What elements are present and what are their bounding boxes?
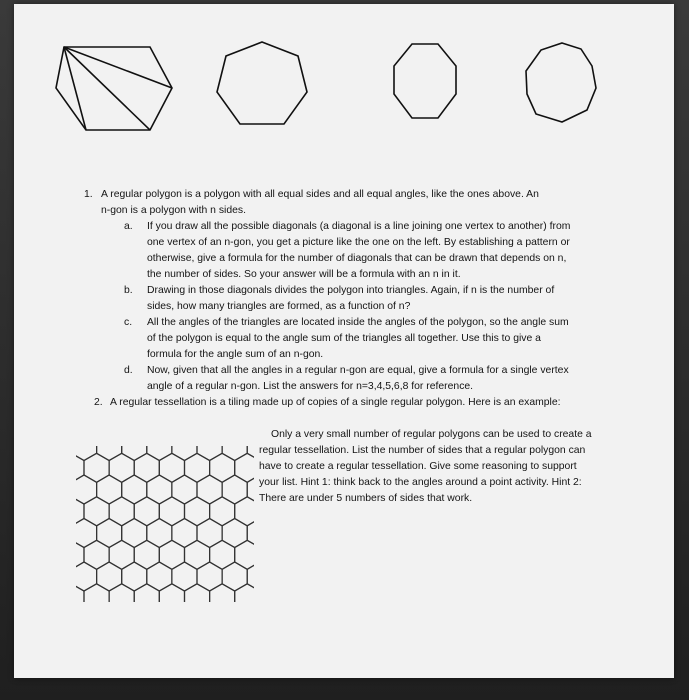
tessellation-hexagon: [185, 540, 210, 569]
hexagon-tessellation: [76, 438, 256, 608]
tessellation-hexagon: [109, 497, 134, 526]
tessellation-hexagon: [109, 540, 134, 569]
question-1-line-2: n-gon is a polygon with n sides.: [101, 205, 246, 216]
question-1-line-1: A regular polygon is a polygon with all equal sides and all equal angles, like the ones above. An: [101, 189, 539, 200]
tessellation-hexagon: [134, 453, 159, 482]
part-c-line: All the angles of the triangles are located inside the angles of the polygon, so the angle sum: [147, 317, 569, 328]
question-2-text: regular tessellation. List the number of sides that a regular polygon can: [259, 445, 586, 456]
question-2-line-1: A regular tessellation is a tiling made up of copies of a single regular polygon. Here is an example:: [110, 397, 561, 408]
tessellation-hexagon: [109, 453, 134, 482]
tessellation-hexagon: [185, 453, 210, 482]
question-1-number: 1.: [84, 189, 93, 200]
question-2-text: have to create a regular tessellation. Give some reasoning to support: [259, 461, 577, 472]
question-2-text: Only a very small number of regular polygons can be used to create a: [271, 429, 592, 440]
part-c-marker: c.: [124, 317, 133, 328]
tessellation-hexagon: [185, 497, 210, 526]
tessellation-hexagon: [159, 453, 184, 482]
tessellation-hexagon: [210, 453, 235, 482]
tessellation-hexagon: [159, 540, 184, 569]
tessellation-hexagon: [84, 497, 109, 526]
tessellation-hexagon: [159, 497, 184, 526]
worksheet-page: [14, 4, 674, 678]
part-b-marker: b.: [124, 285, 133, 296]
tessellation-hexagon: [84, 453, 109, 482]
tessellation-hexagon: [134, 540, 159, 569]
tessellation-hexagon: [210, 540, 235, 569]
question-2-text: There are under 5 numbers of sides that work.: [259, 493, 473, 504]
tessellation-hexagon: [134, 497, 159, 526]
tessellation-hexagon: [210, 497, 235, 526]
part-b-line: Drawing in those diagonals divides the polygon into triangles. Again, if n is the number of: [147, 285, 555, 296]
part-a-line: otherwise, give a formula for the number of diagonals that can be drawn that depends on n,: [147, 253, 567, 264]
question-2-number: 2.: [94, 397, 103, 408]
question-2-text: your list. Hint 1: think back to the angles around a point activity. Hint 2:: [259, 477, 582, 488]
part-c-line: of the polygon is equal to the angle sum of the triangles all together. Use this to give a: [147, 333, 541, 344]
part-d-line: Now, given that all the angles in a regular n-gon are equal, give a formula for a single vertex: [147, 365, 569, 376]
part-a-marker: a.: [124, 221, 133, 232]
part-b-line: sides, how many triangles are formed, as a function of n?: [147, 301, 411, 312]
part-d-line: angle of a regular n-gon. List the answers for n=3,4,5,6,8 for reference.: [147, 381, 474, 392]
part-c-line: formula for the angle sum of an n-gon.: [147, 349, 324, 360]
part-a-line: If you draw all the possible diagonals (a diagonal is a line joining one vertex to another) from: [147, 221, 571, 232]
tessellation-hexagon: [84, 540, 109, 569]
part-d-marker: d.: [124, 365, 133, 376]
part-a-line: the number of sides. So your answer will be a formula with an n in it.: [147, 269, 461, 280]
part-a-line: one vertex of an n-gon, you get a picture like the one on the left. By establishing a pattern or: [147, 237, 570, 248]
